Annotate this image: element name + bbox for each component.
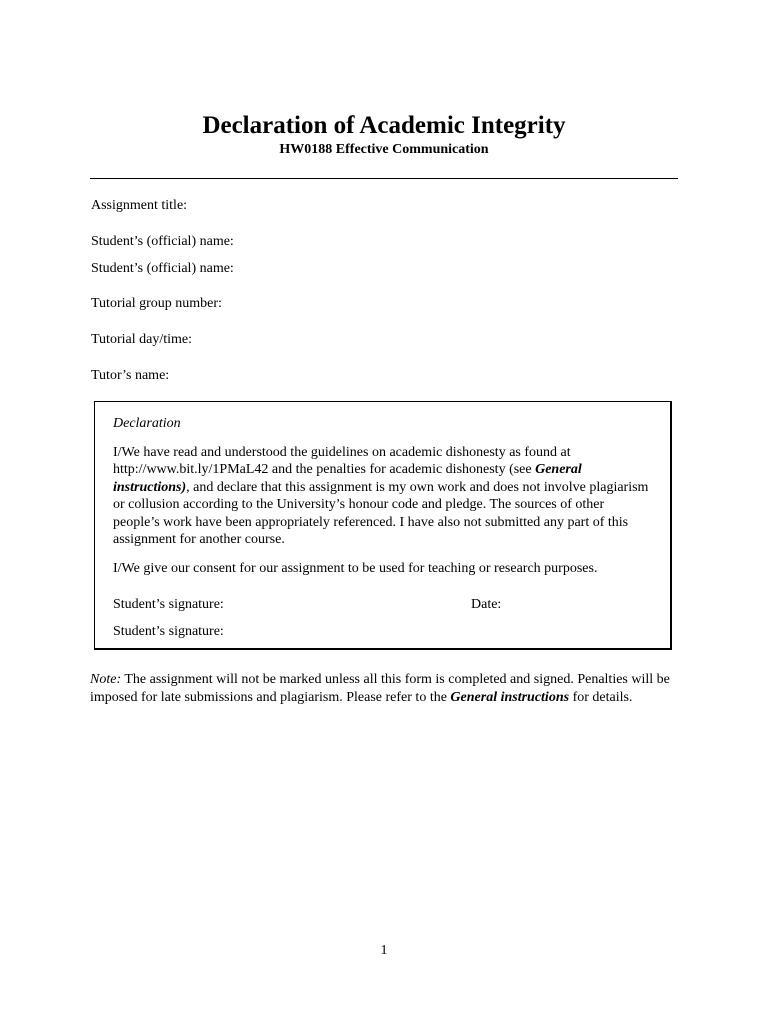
declaration-heading: Declaration <box>113 416 181 431</box>
student-signature-label-2: Student’s signature: <box>113 624 224 639</box>
note-label: Note: <box>90 672 122 687</box>
note-text-part-2: for details. <box>569 690 633 705</box>
student-signature-label-1: Student’s signature: <box>113 597 224 612</box>
note-general-instructions-emphasis: General instructions <box>450 690 570 705</box>
declaration-text-part-2: , and declare that this assignment is my own work and does not involve plagiarism or collusion according to the University’s honour code and pledge. The sources of other people’s work have been appropriately referenced. I have also not submitted any part of this assignment for another course. <box>113 479 649 548</box>
assignment-title-label: Assignment title: <box>91 198 188 213</box>
declaration-box <box>94 401 672 650</box>
tutor-name-label: Tutor’s name: <box>91 368 170 383</box>
page-title: Declaration of Academic Integrity <box>202 112 566 139</box>
declaration-paragraph-1 <box>113 444 653 548</box>
declaration-text-part-1: I/We have read and understood the guidelines on academic dishonesty as found at http://www.bit.ly/1PMaL42 and the penalties for academic dishonesty (see <box>113 445 571 478</box>
student-name-label-1: Student’s (official) name: <box>91 234 234 249</box>
note-text-part-1: The assignment will not be marked unless all this form is completed and signed. Penalties will be imposed for late submissions and plagiarism. Please refer to the <box>90 672 670 705</box>
declaration-paragraph-2: I/We give our consent for our assignment to be used for teaching or research purposes. <box>113 561 598 576</box>
tutorial-day-time-label: Tutorial day/time: <box>91 332 192 347</box>
course-subtitle: HW0188 Effective Communication <box>279 142 489 157</box>
date-label: Date: <box>471 597 502 612</box>
header-divider <box>90 178 678 179</box>
student-name-label-2: Student’s (official) name: <box>91 261 234 276</box>
general-instructions-emphasis: General instructions) <box>113 462 582 495</box>
tutorial-group-label: Tutorial group number: <box>91 296 222 311</box>
note-paragraph <box>90 671 680 707</box>
page-number: 1 <box>380 943 388 958</box>
